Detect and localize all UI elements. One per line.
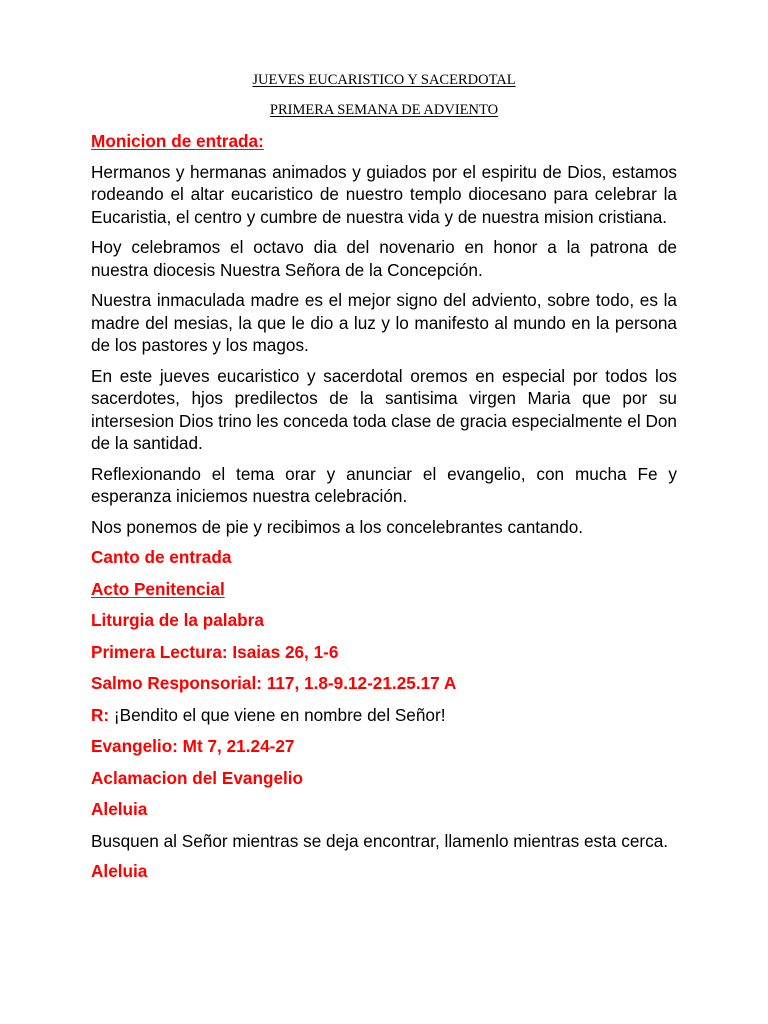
aclamacion-heading: Aclamacion del Evangelio	[91, 767, 304, 788]
evangelio-heading: Evangelio: Mt 7, 21.24-27	[91, 736, 295, 756]
liturgia-heading: Liturgia de la palabra	[91, 610, 264, 630]
salmo-heading: Salmo Responsorial: 117, 1.8-9.12-21.25.17 A	[91, 673, 457, 693]
aleluia-heading: Aleluia	[91, 861, 148, 881]
monicion-paragraph: En este jueves eucaristico y sacerdotal oremos en especial por todos los sacerdotes, hjos predilectos de la santisima virgen Maria que por su intersesion Dios trino les conceda toda clase de gracia especialmente el Don de la santidad.	[91, 365, 677, 453]
canto-heading: Canto de entrada	[91, 547, 232, 567]
monicion-paragraph: Nos ponemos de pie y recibimos a los concelebrantes cantando.	[91, 516, 584, 537]
primera-lectura-heading: Primera Lectura: Isaias 26, 1-6	[91, 641, 339, 662]
monicion-paragraph: Reflexionando el tema orar y anunciar el evangelio, con mucha Fe y esperanza iniciemos nuestra celebración.	[91, 463, 677, 506]
aclamacion-text: Busquen al Señor mientras se deja encontrar, llamenlo mientras esta cerca.	[91, 830, 669, 851]
response-label: R:	[91, 704, 110, 725]
document-body	[91, 130, 677, 883]
response-text: ¡Bendito el que viene en nombre del Señor!	[109, 704, 446, 725]
monicion-paragraph: Hermanos y hermanas animados y guiados por el espiritu de Dios, estamos rodeando el altar eucaristico de nuestro templo diocesano para celebrar la Eucaristia, el centro y cumbre de nuestra vida y de nuestra mision cristiana.	[91, 161, 677, 227]
monicion-heading: Monicion de entrada:	[91, 131, 264, 151]
header-title: JUEVES EUCARISTICO Y SACERDOTAL	[252, 72, 516, 88]
aleluia-heading: Aleluia	[91, 799, 148, 819]
monicion-paragraph: Nuestra inmaculada madre es el mejor signo del adviento, sobre todo, es la madre del mesias, la que le dio a luz y lo manifesto al mundo en la persona de los pastores y los magos.	[91, 290, 677, 355]
acto-penitencial-heading: Acto Penitencial	[91, 578, 225, 599]
salmo-response	[91, 704, 677, 727]
header-subtitle: PRIMERA SEMANA DE ADVIENTO	[269, 102, 499, 118]
monicion-paragraph: Hoy celebramos el octavo dia del novenario en honor a la patrona de nuestra diocesis Nuestra Señora de la Concepción.	[91, 237, 677, 280]
